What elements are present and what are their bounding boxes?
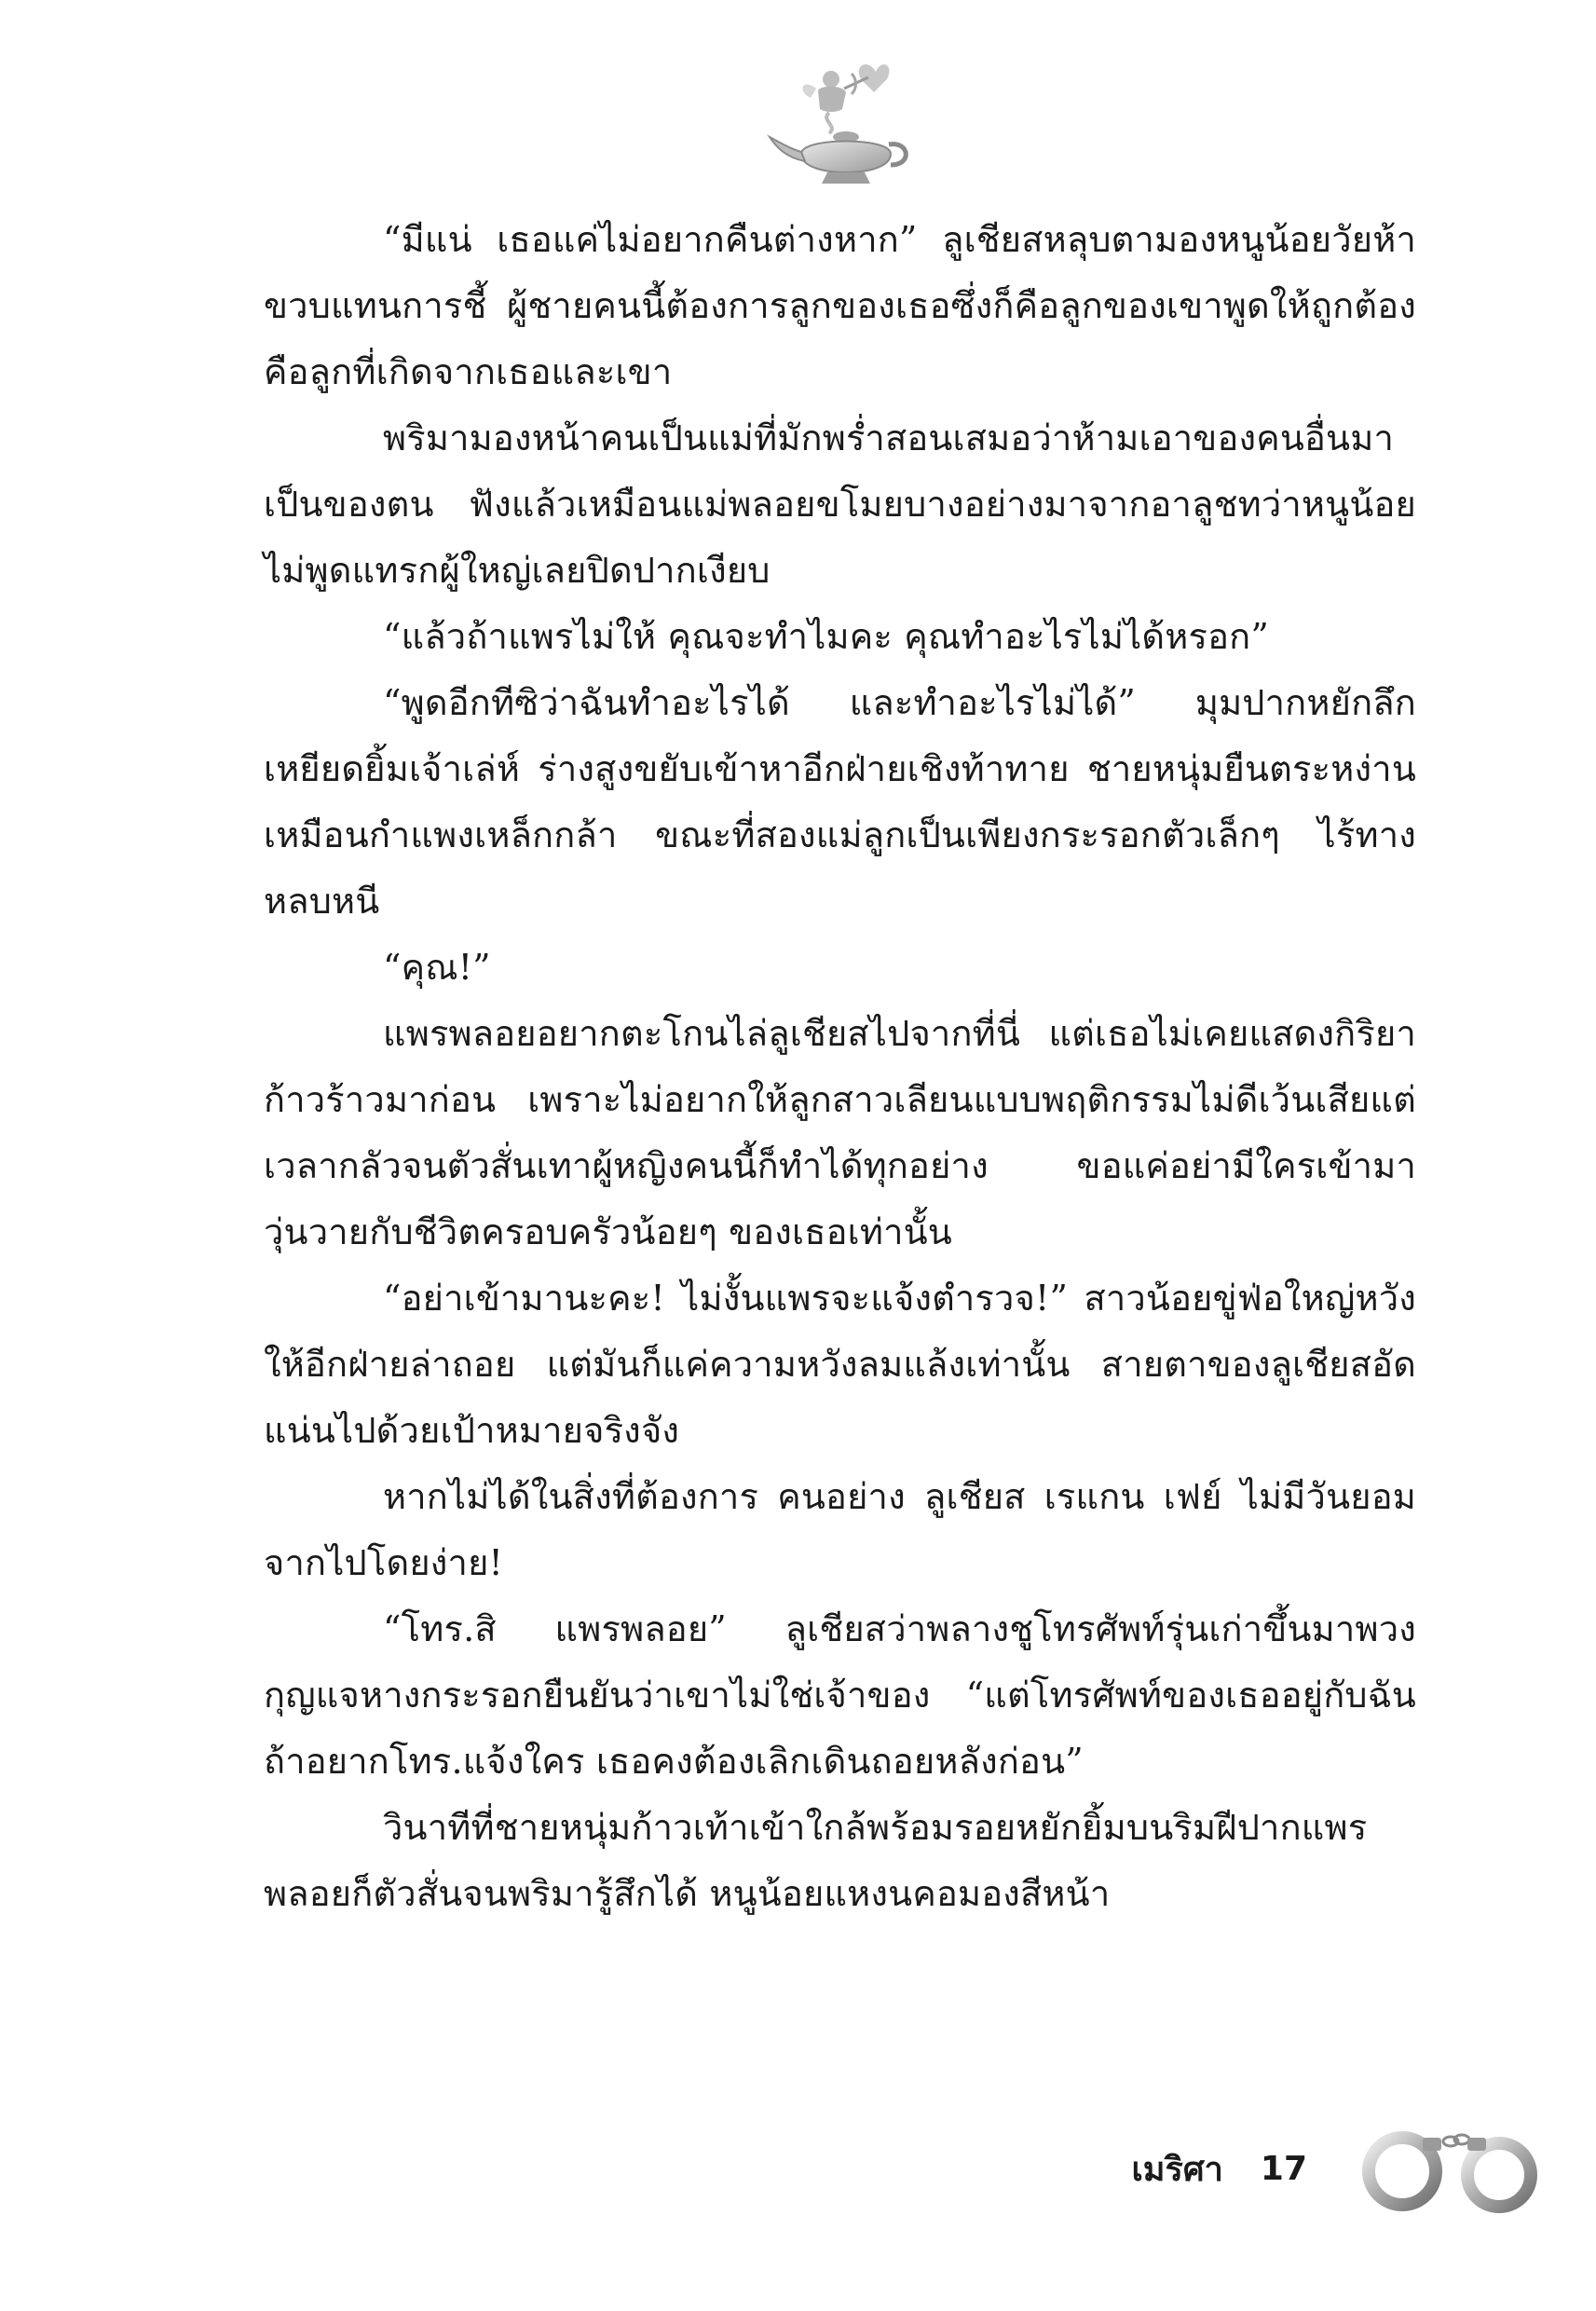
paragraph: พริมามองหน้าคนเป็นแม่ที่มักพร่ำสอนเสมอว่าห้ามเอาของคนอื่นมาเป็นของตน ฟังแล้วเหมือนแม่พลอยขโมยบางอย่างมาจากอาลูชทว่าหนูน้อยไม่พูดแทรกผู้ใหญ่เลยปิดปากเงียบ — [264, 417, 1416, 591]
paragraph: วินาทีที่ชายหนุ่มก้าวเท้าเข้าใกล้พร้อมรอยหยักยิ้มบนริมฝีปากแพรพลอยก็ตัวสั่นจนพริมารู้สึกได้ หนูน้อยแหงนคอมองสีหน้า — [264, 1807, 1368, 1914]
body-text — [264, 207, 1416, 1927]
paragraph: แพรพลอยอยากตะโกนไล่ลูเชียสไปจากที่นี่ แต่เธอไม่เคยแสดงกิริยาก้าวร้าวมาก่อน เพราะไม่อยากให้ลูกสาวเลียนแบบพฤติกรรมไม่ดีเว้นเสียแต่เวลากลัวจนตัวสั่นเทาผู้หญิงคนนี้ก็ทำได้ทุกอย่าง ขอแค่อย่ามีใครเข้ามาวุ่นวายกับชีวิตครอบครัวน้อยๆ ของเธอเท่านั้น — [264, 1013, 1416, 1252]
paragraph: หากไม่ได้ในสิ่งที่ต้องการ คนอย่าง ลูเชียส เรแกน เฟย์ ไม่มีวันยอมจากไปโดยง่าย! — [264, 1476, 1416, 1583]
paragraph: “อย่าเข้ามานะคะ! ไม่งั้นแพรจะแจ้งตำรวจ!” สาวน้อยขู่ฟ่อใหญ่หวังให้อีกฝ่ายล่าถอย แต่มันก็แค่ความหวังลมแล้งเท่านั้น สายตาของลูเชียสอัดแน่นไปด้วยเป้าหมายจริงจัง — [264, 1278, 1416, 1451]
paragraph: “โทร.สิ แพรพลอย” ลูเชียสว่าพลางชูโทรศัพท์รุ่นเก่าขึ้นมาพวงกุญแจหางกระรอกยืนยันว่าเขาไม่ใช่เจ้าของ “แต่โทรศัพท์ของเธออยู่กับฉัน ถ้าอยากโทร.แจ้งใคร เธอคงต้องเลิกเดินถอยหลังก่อน” — [264, 1608, 1416, 1782]
page-footer — [1131, 2117, 1540, 2220]
paragraph: “พูดอีกทีซิว่าฉันทำอะไรได้ และทำอะไรไม่ได้” มุมปากหยักลึกเหยียดยิ้มเจ้าเล่ห์ ร่างสูงขยับเข้าหาอีกฝ่ายเชิงท้าทาย ชายหนุ่มยืนตระหง่านเหมือนกำแพงเหล็กกล้า ขณะที่สองแม่ลูกเป็นเพียงกระรอกตัวเล็กๆ ไร้ทางหลบหนี — [264, 682, 1416, 922]
paragraph: “มีแน่ เธอแค่ไม่อยากคืนต่างหาก” ลูเชียสหลุบตามองหนูน้อยวัยห้าขวบแทนการชี้ ผู้ชายคนนี้ต้องการลูกของเธอซึ่งก็คือลูกของเขาพูดให้ถูกต้องคือลูกที่เกิดจากเธอและเขา — [264, 219, 1416, 392]
paragraph: “คุณ!” — [383, 947, 491, 988]
handcuffs-icon — [1354, 2117, 1540, 2220]
footer-author-title: เมริศา — [1131, 2150, 1223, 2189]
genie-lamp-icon — [764, 51, 922, 191]
page-number: 17 — [1260, 2149, 1307, 2188]
paragraph: “แล้วถ้าแพรไม่ให้ คุณจะทำไมคะ คุณทำอะไรไม่ได้หรอก” — [383, 616, 1269, 657]
